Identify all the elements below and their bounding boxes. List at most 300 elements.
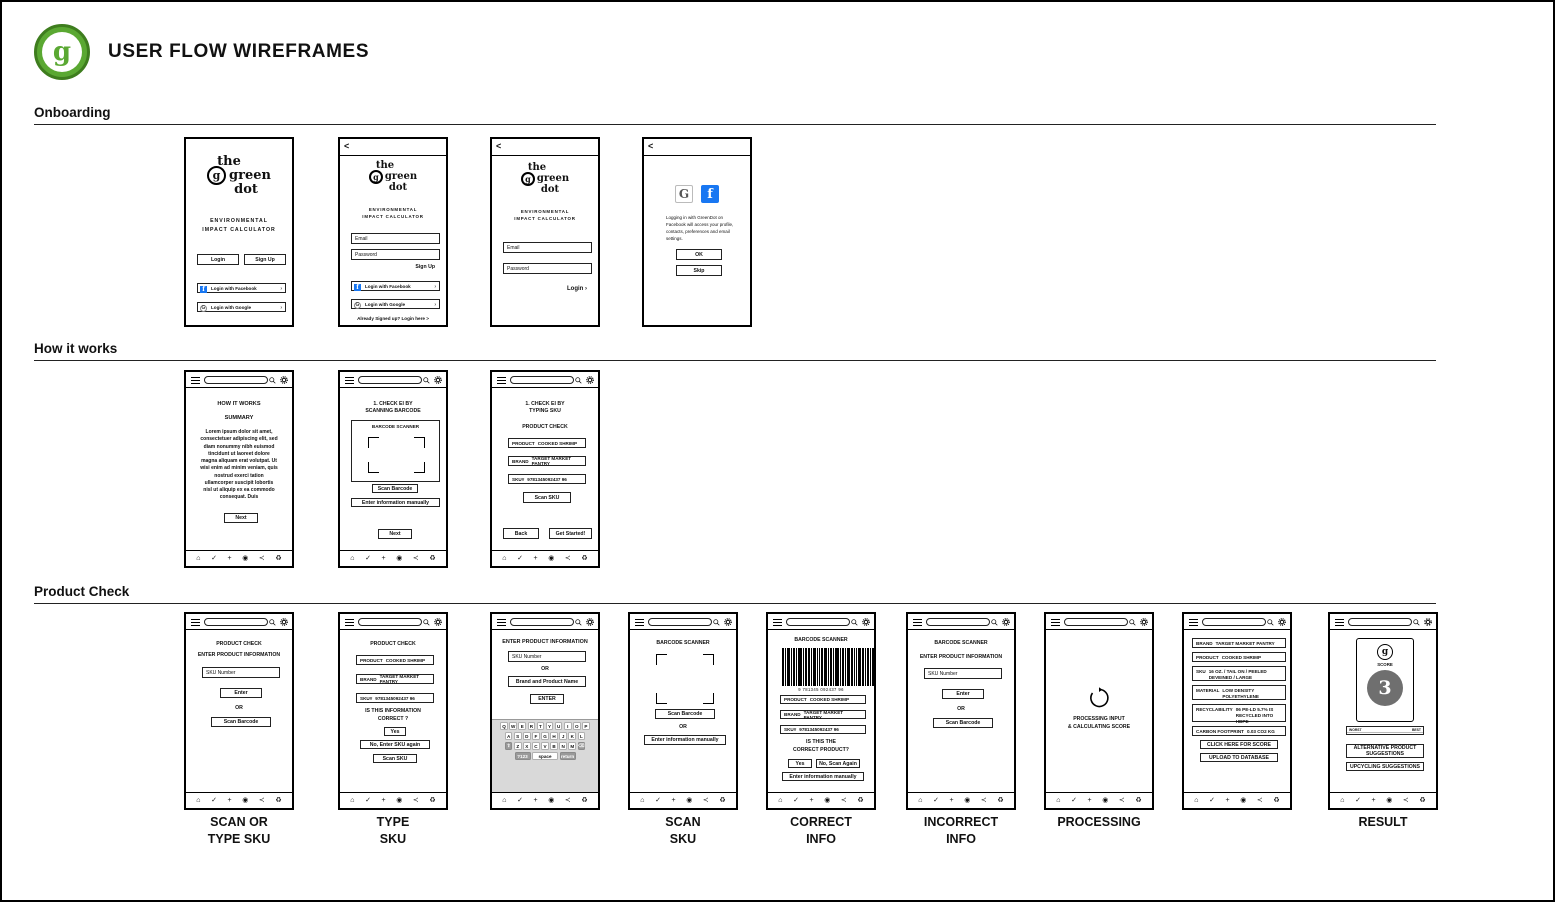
recycle-icon[interactable]: ♻ [581, 797, 588, 804]
return-key[interactable]: return [560, 753, 575, 759]
barcode-number: 9 781345 092437 96 [798, 687, 844, 692]
key-x[interactable]: X [523, 742, 531, 750]
keyboard-row-2 [492, 732, 598, 740]
product-row [780, 695, 866, 704]
key-q[interactable]: Q [500, 722, 508, 730]
gauge-left-label: WORST [1349, 728, 1362, 732]
caption-line-1: PROCESSING [1057, 815, 1141, 829]
next-button[interactable]: Next [224, 513, 258, 523]
check-icon[interactable]: ✓ [1071, 797, 1077, 804]
app-bar [1330, 614, 1436, 630]
app-bar [340, 614, 446, 630]
click-for-score-button[interactable]: CLICK HERE FOR SCORE [1200, 740, 1278, 749]
share-icon[interactable]: ≺ [412, 797, 419, 804]
keyboard-row-1 [492, 722, 598, 730]
backspace-key[interactable]: ⌫ [578, 743, 585, 748]
key-b[interactable]: B [550, 742, 558, 750]
row-key: BRAND [784, 712, 801, 717]
productcheck-screen-incorrect-info [906, 612, 1016, 810]
check-icon[interactable]: ✓ [1355, 797, 1361, 804]
bottom-nav [1046, 792, 1152, 808]
chevron-right-icon: › [434, 284, 436, 290]
email-field[interactable]: Email [503, 242, 592, 253]
search-input[interactable] [648, 618, 712, 626]
search-input[interactable] [786, 618, 850, 626]
already-signed-up-link[interactable]: Already Signed up? Login here > [357, 316, 429, 321]
enter-button[interactable]: Enter [942, 689, 984, 699]
caption-line-1: INCORRECT [923, 815, 999, 829]
facebook-label: Login with Facebook [365, 283, 411, 289]
share-icon[interactable]: ≺ [1256, 797, 1263, 804]
plus-icon[interactable]: + [809, 797, 814, 804]
home-icon[interactable]: ⌂ [502, 797, 507, 804]
appbar-divider [492, 155, 598, 156]
search-icon[interactable] [851, 619, 858, 626]
recycle-icon[interactable]: ♻ [857, 797, 864, 804]
brand-row [780, 710, 866, 719]
home-icon[interactable]: ⌂ [196, 797, 201, 804]
plus-icon[interactable]: + [533, 555, 538, 562]
bottom-nav [1330, 792, 1436, 808]
row-value: TARGET MARKET PANTRY [531, 456, 572, 466]
home-icon[interactable]: ⌂ [1194, 797, 1199, 804]
brand-row [1192, 638, 1286, 648]
manual-entry-button[interactable]: Enter information manually [351, 498, 440, 507]
check-icon[interactable]: ✓ [211, 797, 217, 804]
logo-letter: g [42, 32, 82, 72]
search-icon[interactable] [269, 619, 276, 626]
no-enter-sku-again-button[interactable]: No, Enter SKU again [360, 740, 430, 749]
confirm-question-line1: IS THIS INFORMATION [365, 708, 421, 714]
key-c[interactable]: C [532, 742, 540, 750]
screen-subtitle: ENTER PRODUCT INFORMATION [197, 652, 281, 658]
search-icon[interactable] [1267, 619, 1274, 626]
home-icon[interactable]: ⌂ [1340, 797, 1345, 804]
app-bar [186, 614, 292, 630]
camera-icon[interactable]: ◉ [242, 555, 249, 562]
key-t[interactable]: T [537, 722, 545, 730]
search-input[interactable] [358, 376, 422, 384]
recycle-icon[interactable]: ♻ [275, 555, 282, 562]
back-button[interactable]: < [344, 141, 350, 151]
key-m[interactable]: M [570, 743, 575, 749]
recycle-icon[interactable]: ♻ [1135, 797, 1142, 804]
no-scan-again-button[interactable]: No, Scan Again [816, 759, 860, 768]
brand-word-dot: dot [234, 182, 258, 197]
share-icon[interactable]: ≺ [564, 555, 571, 562]
facebook-icon: f [200, 286, 207, 293]
onboarding-screen-welcome [184, 137, 294, 327]
brand-product-input[interactable]: Brand and Product Name [508, 676, 586, 687]
screen-title: BARCODE SCANNER [934, 640, 988, 646]
check-icon[interactable]: ✓ [1209, 797, 1215, 804]
key-z[interactable]: Z [514, 742, 522, 750]
camera-icon[interactable]: ◉ [396, 555, 403, 562]
home-icon[interactable]: ⌂ [196, 555, 201, 562]
check-icon[interactable]: ✓ [211, 555, 217, 562]
share-icon[interactable]: ≺ [412, 555, 419, 562]
menu-icon[interactable] [497, 377, 506, 384]
recycle-icon[interactable]: ♻ [429, 797, 436, 804]
screen-title-line2: TYPING SKU [529, 408, 561, 414]
search-icon[interactable] [423, 619, 430, 626]
key-r[interactable]: R [528, 722, 536, 730]
menu-icon[interactable] [773, 619, 782, 626]
key-o[interactable]: O [573, 722, 581, 730]
share-icon[interactable]: ≺ [840, 797, 847, 804]
key-s[interactable]: S [514, 732, 522, 740]
app-bar [492, 614, 598, 630]
app-bar [908, 614, 1014, 630]
search-icon[interactable] [575, 377, 582, 384]
camera-icon[interactable]: ◉ [548, 555, 555, 562]
share-icon[interactable]: ≺ [1402, 797, 1409, 804]
manual-entry-button[interactable]: Enter information manually [644, 735, 726, 745]
space-key[interactable]: space [532, 752, 558, 760]
search-icon[interactable] [575, 619, 582, 626]
menu-icon[interactable] [913, 619, 922, 626]
login-link[interactable]: Login › [567, 286, 587, 292]
search-input[interactable] [358, 618, 422, 626]
email-field[interactable]: Email [351, 233, 440, 244]
login-with-facebook-button[interactable] [351, 281, 440, 291]
home-icon[interactable]: ⌂ [350, 555, 355, 562]
recycle-icon[interactable]: ♻ [1273, 797, 1280, 804]
numbers-key[interactable]: ?123 [515, 752, 531, 760]
home-icon[interactable]: ⌂ [350, 797, 355, 804]
home-icon[interactable]: ⌂ [778, 797, 783, 804]
menu-icon[interactable] [635, 619, 644, 626]
key-f[interactable]: F [532, 732, 540, 740]
plus-icon[interactable]: + [1225, 797, 1230, 804]
plus-icon[interactable]: + [533, 797, 538, 804]
sku-row [356, 693, 434, 703]
search-input[interactable] [510, 376, 574, 384]
check-icon[interactable]: ✓ [655, 797, 661, 804]
alternative-suggestions-button[interactable] [1346, 744, 1424, 758]
key-i[interactable]: I [564, 722, 572, 730]
gear-icon[interactable] [586, 618, 594, 626]
processing-status-line2: & CALCULATING SCORE [1067, 724, 1131, 730]
menu-icon[interactable] [497, 619, 506, 626]
password-field[interactable]: Password [503, 263, 592, 274]
key-e[interactable]: E [518, 722, 526, 730]
brand-word-the: the [375, 160, 395, 171]
google-label: Login with Google [211, 304, 252, 310]
key-w[interactable]: W [511, 723, 516, 729]
gear-icon[interactable] [1140, 618, 1148, 626]
row-key: SKU# [360, 695, 373, 701]
brand-lockup [492, 163, 598, 195]
sku-input[interactable]: SKU Number [508, 651, 586, 662]
sku-input[interactable]: SKU Number [202, 667, 280, 678]
search-icon[interactable] [991, 619, 998, 626]
recycle-icon[interactable]: ♻ [429, 555, 436, 562]
caption-scan-sku [628, 814, 738, 848]
howitworks-subtitle: SUMMARY [224, 415, 254, 421]
onboarding-screen-permissions [642, 137, 752, 327]
score-gauge [1346, 726, 1424, 735]
plus-icon[interactable]: + [1371, 797, 1376, 804]
share-icon[interactable]: ≺ [1118, 797, 1125, 804]
row-value: LOW DENSITY POLYETHYLENE [1222, 688, 1259, 699]
bottom-nav [768, 792, 874, 808]
gear-icon[interactable] [724, 618, 732, 626]
back-button[interactable]: Back [503, 528, 539, 539]
facebook-icon: f [354, 284, 361, 291]
menu-icon[interactable] [1051, 619, 1060, 626]
menu-icon[interactable] [345, 619, 354, 626]
scan-barcode-button[interactable]: Scan Barcode [655, 709, 715, 719]
bottom-nav [908, 792, 1014, 808]
camera-icon[interactable]: ◉ [686, 797, 693, 804]
gear-icon[interactable] [280, 376, 288, 384]
key-l[interactable]: L [578, 732, 586, 740]
caption-processing [1044, 814, 1154, 831]
plus-icon[interactable]: + [1087, 797, 1092, 804]
recycle-icon[interactable]: ♻ [1419, 797, 1426, 804]
search-input[interactable] [204, 618, 268, 626]
row-value: 0.03 CO2 KG [1246, 728, 1275, 734]
manual-entry-button[interactable]: Enter information manually [782, 772, 864, 781]
scan-barcode-button[interactable]: Scan Barcode [372, 484, 418, 493]
check-icon[interactable]: ✓ [365, 797, 371, 804]
signup-button[interactable]: Sign Up [244, 254, 286, 265]
plus-icon[interactable]: + [227, 797, 232, 804]
enter-button[interactable]: Enter [220, 688, 262, 698]
google-label: Login with Google [365, 301, 406, 307]
login-with-google-button[interactable] [351, 299, 440, 309]
camera-icon[interactable]: ◉ [1240, 797, 1247, 804]
gear-icon[interactable] [1424, 618, 1432, 626]
recycle-icon[interactable]: ♻ [581, 555, 588, 562]
search-input[interactable] [926, 618, 990, 626]
upload-to-database-button[interactable]: UPLOAD TO DATABASE [1200, 753, 1278, 762]
sku-row [780, 725, 866, 734]
share-icon[interactable]: ≺ [258, 797, 265, 804]
caption-line-2: INFO [946, 831, 976, 846]
yes-button[interactable]: Yes [384, 727, 406, 736]
share-icon[interactable]: ≺ [258, 555, 265, 562]
home-icon[interactable]: ⌂ [502, 555, 507, 562]
google-icon: G [201, 305, 206, 311]
search-input[interactable] [1064, 618, 1128, 626]
camera-icon[interactable]: ◉ [964, 797, 971, 804]
search-input[interactable] [1202, 618, 1266, 626]
upcycling-suggestions-button[interactable]: UPCYCLING SUGGESTIONS [1346, 762, 1424, 771]
camera-icon[interactable]: ◉ [824, 797, 831, 804]
bottom-nav [186, 550, 292, 566]
gear-icon[interactable] [586, 376, 594, 384]
alt-line-2: SUGGESTIONS [1365, 751, 1405, 757]
scan-sku-button[interactable]: Scan SKU [523, 492, 571, 503]
search-input[interactable] [204, 376, 268, 384]
row-value: 9781345092437 96 [527, 476, 567, 482]
key-h[interactable]: H [550, 732, 558, 740]
password-field[interactable]: Password [351, 249, 440, 260]
gear-icon[interactable] [1278, 618, 1286, 626]
plus-icon[interactable]: + [381, 555, 386, 562]
ok-button[interactable]: OK [676, 249, 722, 260]
caption-line-1: CORRECT [790, 815, 852, 829]
plus-icon[interactable]: + [227, 555, 232, 562]
scan-barcode-button[interactable]: Scan Barcode [933, 718, 993, 728]
gear-icon[interactable] [862, 618, 870, 626]
camera-icon[interactable]: ◉ [1102, 797, 1109, 804]
yes-button[interactable]: Yes [788, 759, 812, 768]
login-with-facebook-button[interactable] [197, 283, 286, 293]
key-u[interactable]: U [555, 722, 563, 730]
home-icon[interactable]: ⌂ [918, 797, 923, 804]
section-title-onboarding: Onboarding [34, 105, 111, 120]
row-value: TARGET MARKET PANTRY [379, 674, 420, 684]
check-icon[interactable]: ✓ [365, 555, 371, 562]
row-value: 16 OZ. / TAIL ON / PEELED DEVEINED / LARGE [1208, 669, 1267, 680]
row-key: SKU# [512, 476, 525, 482]
gear-icon[interactable] [434, 376, 442, 384]
signup-link[interactable]: Sign Up [415, 264, 435, 270]
back-button[interactable]: < [648, 141, 654, 151]
key-k[interactable]: K [568, 732, 576, 740]
home-icon[interactable]: ⌂ [640, 797, 645, 804]
keyboard-row-4 [492, 752, 598, 760]
shift-key[interactable]: ⇧ [506, 743, 511, 748]
row-key: SKU [1196, 669, 1206, 674]
camera-icon[interactable]: ◉ [396, 797, 403, 804]
login-with-google-button[interactable] [197, 302, 286, 312]
check-icon[interactable]: ✓ [517, 797, 523, 804]
bottom-nav [340, 792, 446, 808]
camera-icon[interactable]: ◉ [548, 797, 555, 804]
row-key: PRODUCT [1196, 654, 1219, 660]
bottom-nav [1184, 792, 1290, 808]
howitworks-body: Lorem ipsum dolor sit amet, consectetuer adipiscing elit, sed diam nonummy nibh euismod tincidunt ut laoreet dolore magna aliquam erat volutpat. Ut wisi enim ad minim veniam, quis nostrud exerci tation ullamcorper suscipit lobortis nisl ut aliquip ex ea commodo consequat. Duis [200, 429, 278, 501]
gear-icon[interactable] [434, 618, 442, 626]
enter-button[interactable]: ENTER [530, 694, 564, 704]
key-j[interactable]: J [559, 732, 567, 740]
section-divider-onboarding [34, 124, 1436, 125]
howitworks-screen-scan [338, 370, 448, 568]
brand-row [356, 674, 434, 684]
search-icon[interactable] [1129, 619, 1136, 626]
brand-coin: g [369, 170, 383, 184]
row-key: BRAND [1196, 640, 1213, 646]
check-icon[interactable]: ✓ [517, 555, 523, 562]
share-icon[interactable]: ≺ [564, 797, 571, 804]
facebook-label: Login with Facebook [211, 285, 257, 291]
menu-icon[interactable] [191, 377, 200, 384]
product-row [508, 438, 586, 448]
search-input[interactable] [1348, 618, 1412, 626]
camera-icon[interactable]: ◉ [1386, 797, 1393, 804]
key-v[interactable]: V [541, 742, 549, 750]
onscreen-keyboard[interactable] [492, 719, 598, 792]
recycle-icon[interactable]: ♻ [997, 797, 1004, 804]
get-started-button[interactable]: Get Started! [549, 528, 592, 539]
brand-tagline-2: IMPACT CALCULATOR [514, 216, 576, 221]
menu-icon[interactable] [1335, 619, 1344, 626]
menu-icon[interactable] [345, 377, 354, 384]
recycle-icon[interactable]: ♻ [719, 797, 726, 804]
key-a[interactable]: A [505, 732, 513, 740]
onboarding-screen-signup [338, 137, 448, 327]
key-n[interactable]: N [559, 742, 567, 750]
score-label: SCORE [1377, 662, 1393, 667]
bottom-nav [630, 792, 736, 808]
row-key: PRODUCT [512, 440, 535, 446]
plus-icon[interactable]: + [381, 797, 386, 804]
confirm-question-line1: IS THIS THE [806, 739, 836, 745]
scan-sku-button[interactable]: Scan SKU [373, 754, 417, 763]
row-key: SKU# [784, 727, 797, 732]
screen-title: BARCODE SCANNER [656, 640, 710, 646]
caption-line-2: SKU [669, 831, 697, 846]
plus-icon[interactable]: + [949, 797, 954, 804]
camera-icon[interactable]: ◉ [242, 797, 249, 804]
key-p[interactable]: P [582, 722, 590, 730]
product-row [356, 655, 434, 665]
caption-line-1: SCAN OR [210, 815, 268, 829]
menu-icon[interactable] [1189, 619, 1198, 626]
sku-row [1192, 666, 1286, 681]
search-icon[interactable] [269, 377, 276, 384]
skip-button[interactable]: Skip [676, 265, 722, 276]
brand-tagline-2: IMPACT CALCULATOR [362, 214, 424, 219]
brand-word-the: the [527, 162, 547, 173]
brand-word-green: green [536, 173, 570, 184]
gear-icon[interactable] [280, 618, 288, 626]
search-icon[interactable] [713, 619, 720, 626]
check-icon[interactable]: ✓ [933, 797, 939, 804]
page-title: USER FLOW WIREFRAMES [108, 41, 370, 62]
section-title-howitworks: How it works [34, 341, 118, 356]
sku-input[interactable]: SKU Number [924, 668, 1002, 679]
processing-spinner [1046, 686, 1152, 710]
brand-word-dot: dot [388, 182, 408, 193]
plus-icon[interactable]: + [671, 797, 676, 804]
search-input[interactable] [510, 618, 574, 626]
or-label: OR [679, 724, 687, 730]
key-y[interactable]: Y [546, 722, 554, 730]
productcheck-screen-keyboard [490, 612, 600, 810]
key-d[interactable]: D [523, 732, 531, 740]
gear-icon[interactable] [1002, 618, 1010, 626]
row-value: COOKED SHRIMP [537, 440, 578, 446]
recycle-icon[interactable]: ♻ [275, 797, 282, 804]
back-button[interactable]: < [496, 141, 502, 151]
green-dot-logo [34, 24, 90, 80]
search-icon[interactable] [1413, 619, 1420, 626]
check-icon[interactable]: ✓ [793, 797, 799, 804]
caption-line-2: SKU [379, 831, 407, 846]
bottom-nav [492, 792, 598, 808]
scan-target-frame [656, 654, 714, 704]
screen-subtitle: ENTER PRODUCT INFORMATION [919, 654, 1003, 660]
page-header [34, 24, 369, 80]
share-icon[interactable]: ≺ [980, 797, 987, 804]
share-icon[interactable]: ≺ [702, 797, 709, 804]
scan-barcode-button[interactable]: Scan Barcode [211, 717, 271, 727]
home-icon[interactable]: ⌂ [1056, 797, 1061, 804]
login-button[interactable]: Login [197, 254, 239, 265]
key-g[interactable]: G [541, 732, 549, 740]
brand-tagline-1: ENVIRONMENTAL [210, 218, 268, 224]
productcheck-screen-processing [1044, 612, 1154, 810]
facebook-icon: f [701, 185, 719, 203]
search-icon[interactable] [423, 377, 430, 384]
menu-icon[interactable] [191, 619, 200, 626]
next-button[interactable]: Next [378, 529, 412, 539]
